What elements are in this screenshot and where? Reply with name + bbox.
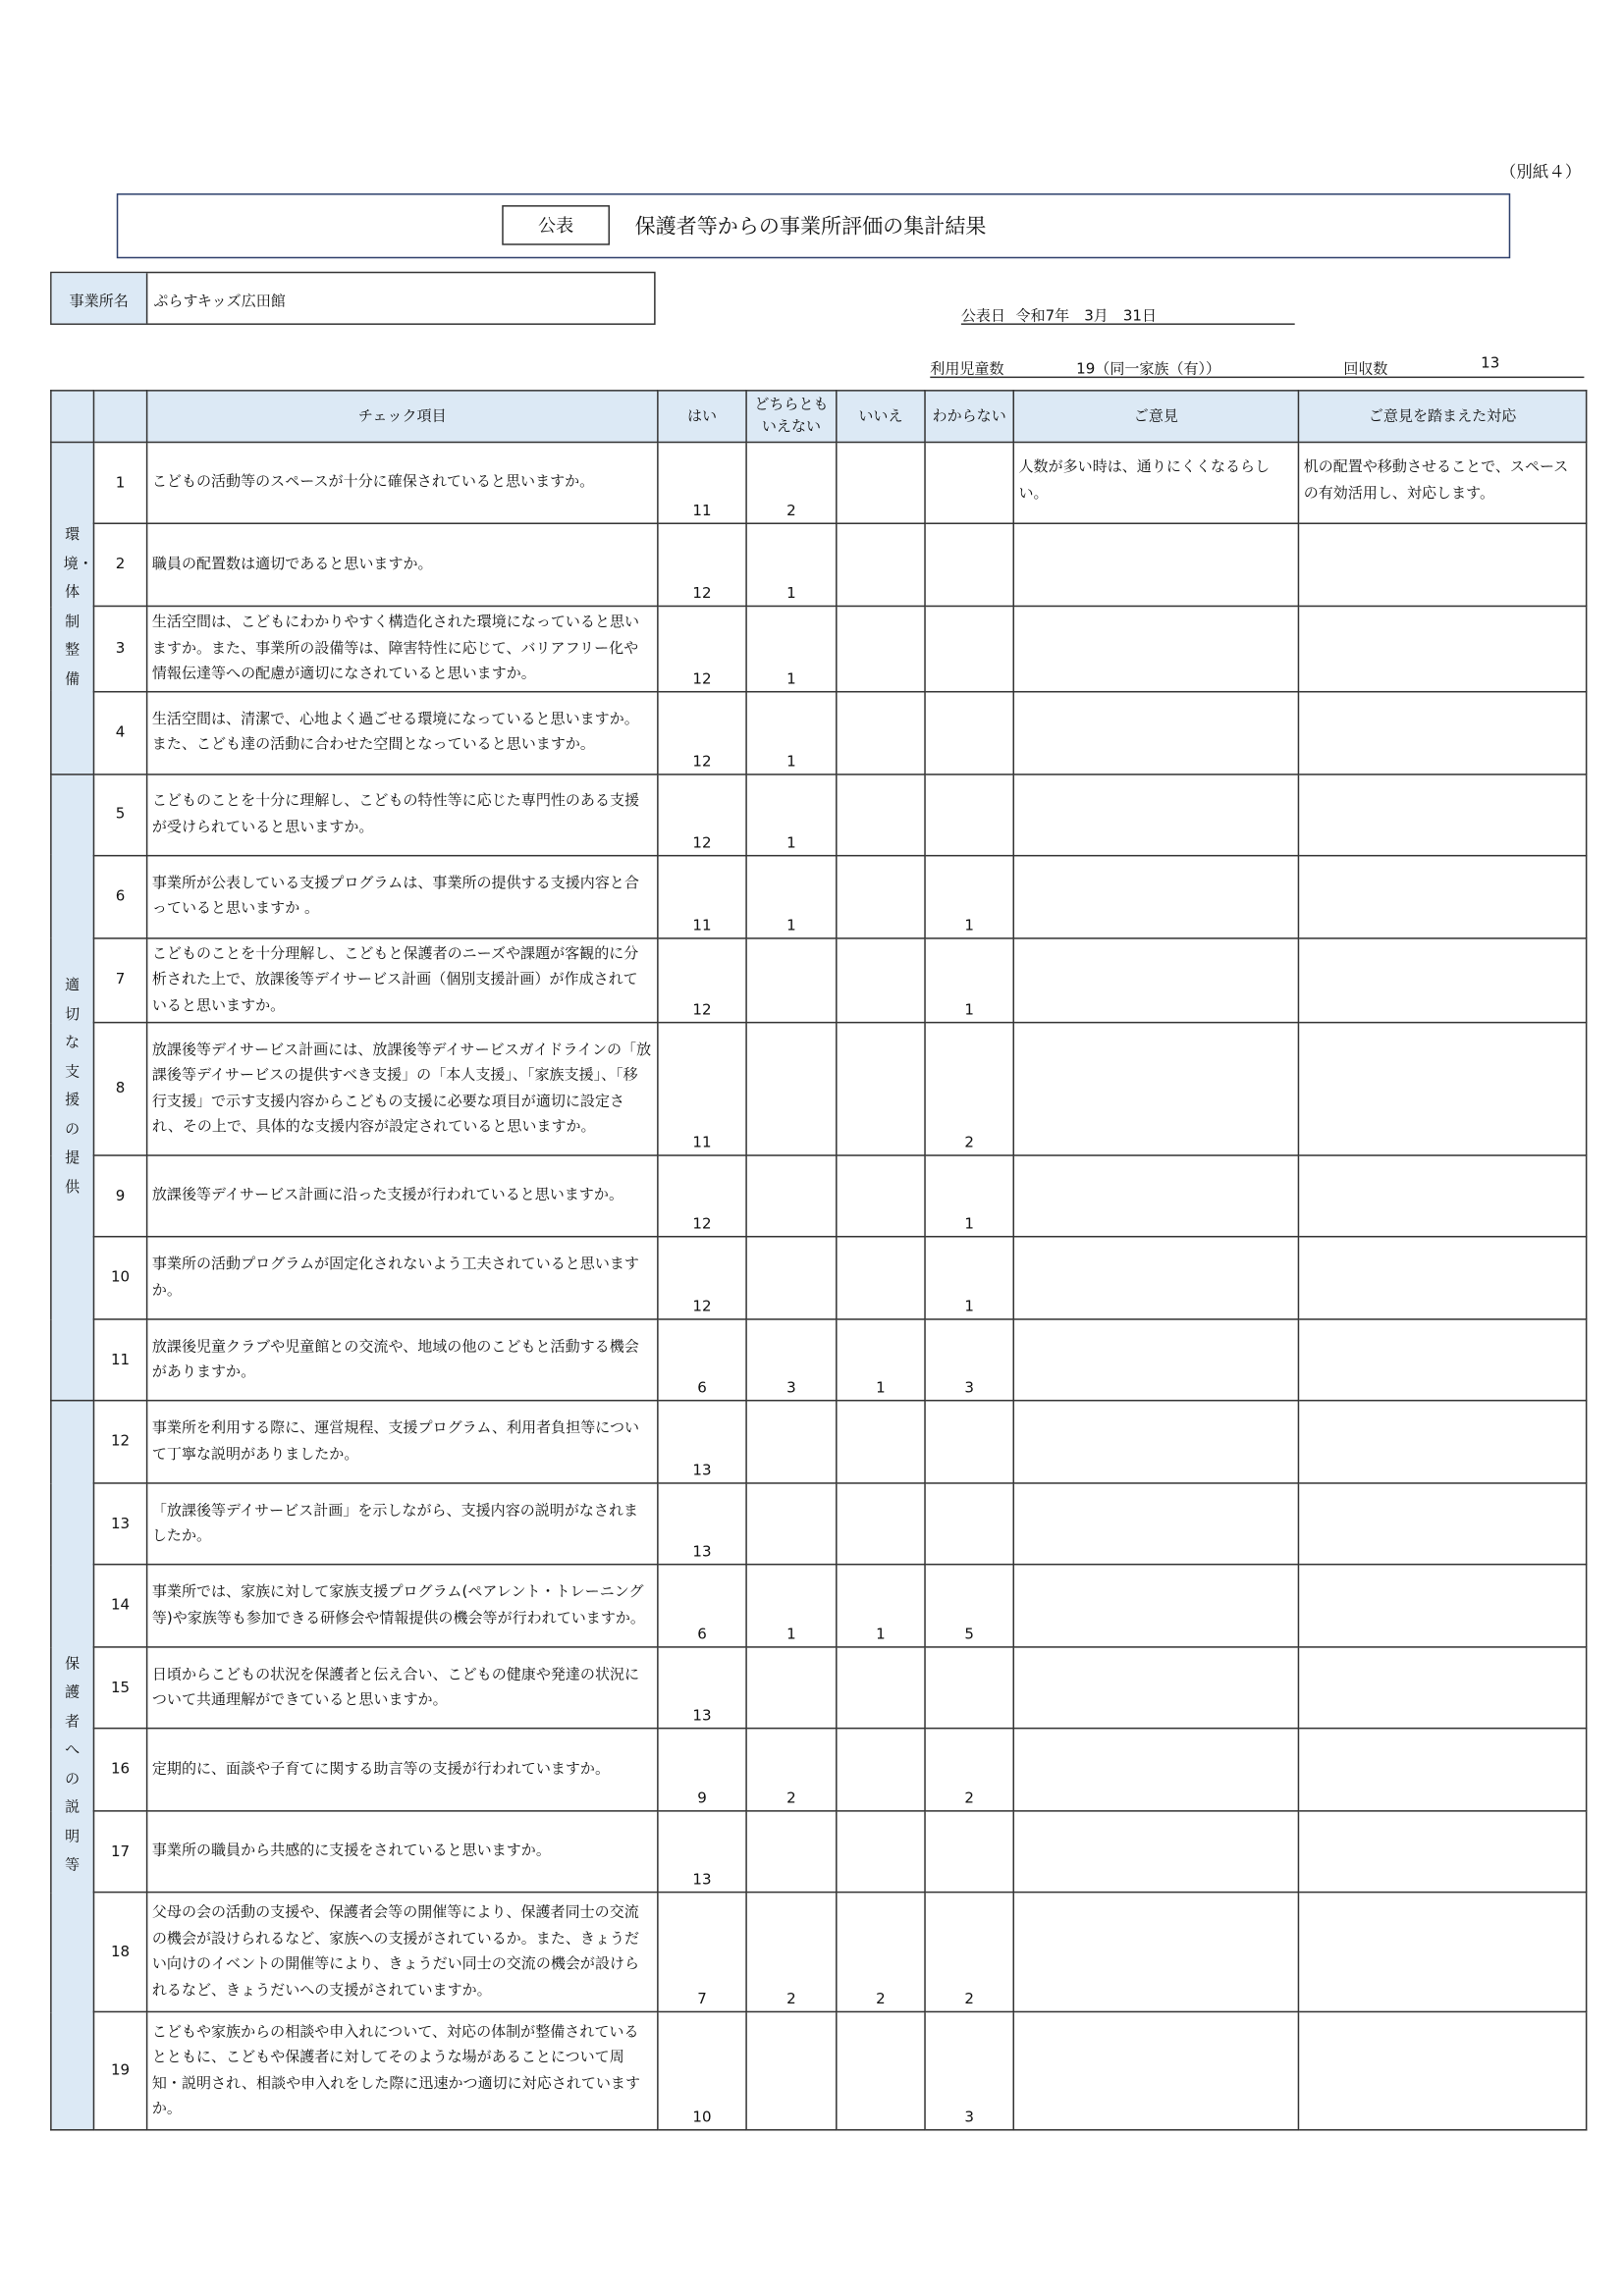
check-item: 職員の配置数は適切であると思いますか。 xyxy=(147,523,658,606)
table-row xyxy=(51,937,1587,1022)
answer-unknown xyxy=(925,774,1013,855)
table-row xyxy=(51,443,1587,524)
check-item: 事業所が公表している支援プログラムは、事業所の提供する支援内容と合っていると思いますか 。 xyxy=(147,855,658,937)
answer-neither xyxy=(746,1023,837,1155)
table-row xyxy=(51,1155,1587,1237)
check-item: 生活空間は、清潔で、心地よく過ごせる環境になっていると思いますか。また、こども達の活動に合わせた空間となっていると思いますか。 xyxy=(147,691,658,774)
table-row xyxy=(51,1811,1587,1893)
category-label xyxy=(51,443,94,774)
answer-yes: 12 xyxy=(658,1155,746,1237)
answer-neither xyxy=(746,1401,837,1483)
answer-yes: 12 xyxy=(658,691,746,774)
table-row xyxy=(51,1565,1587,1647)
table-row xyxy=(51,1729,1587,1811)
item-number: 13 xyxy=(93,1483,146,1565)
answer-yes: 6 xyxy=(658,1565,746,1647)
answer-no xyxy=(837,523,925,606)
answer-no xyxy=(837,1401,925,1483)
check-item: 放課後等デイサービス計画には、放課後等デイサービスガイドラインの「放課後等デイサービスの提供すべき支援」の「本人支援」、「家族支援」、「移行支援」で示す支援内容からこどもの支援に必要な項目が適切に設定され、その上で、具体的な支援内容が設定されていると思いますか。 xyxy=(147,1023,658,1155)
evaluation-table xyxy=(50,390,1587,2130)
answer-unknown: 5 xyxy=(925,1565,1013,1647)
answer-unknown: 1 xyxy=(925,1155,1013,1237)
answer-unknown xyxy=(925,1811,1013,1893)
response xyxy=(1298,691,1586,774)
answer-no xyxy=(837,1483,925,1565)
response xyxy=(1298,606,1586,690)
opinion xyxy=(1013,1155,1298,1237)
office-label: 事業所名 xyxy=(52,273,148,323)
answer-neither: 2 xyxy=(746,1729,837,1811)
check-item: 定期的に、面談や子育てに関する助言等の支援が行われていますか。 xyxy=(147,1729,658,1811)
answer-yes: 11 xyxy=(658,1023,746,1155)
answer-no: 1 xyxy=(837,1319,925,1401)
response xyxy=(1298,1893,1586,2012)
answer-neither: 1 xyxy=(746,855,837,937)
table-row xyxy=(51,2011,1587,2129)
answer-neither xyxy=(746,1647,837,1729)
item-number: 19 xyxy=(93,2011,146,2129)
check-item: 事業所では、家族に対して家族支援プログラム(ペアレント・トレーニング等)や家族等も参加できる研修会や情報提供の機会等が行われていますか。 xyxy=(147,1565,658,1647)
answer-neither: 1 xyxy=(746,523,837,606)
opinion xyxy=(1013,937,1298,1022)
response xyxy=(1298,937,1586,1022)
table-row xyxy=(51,1893,1587,2012)
opinion xyxy=(1013,855,1298,937)
answer-no xyxy=(837,1811,925,1893)
answer-unknown xyxy=(925,523,1013,606)
item-number: 12 xyxy=(93,1401,146,1483)
answer-no xyxy=(837,1155,925,1237)
check-item: 事業所を利用する際に、運営規程、支援プログラム、利用者負担等について丁寧な説明がありましたか。 xyxy=(147,1401,658,1483)
answer-yes: 13 xyxy=(658,1483,746,1565)
item-number: 3 xyxy=(93,606,146,690)
answer-no xyxy=(837,937,925,1022)
table-row xyxy=(51,1647,1587,1729)
item-number: 8 xyxy=(93,1023,146,1155)
answer-unknown xyxy=(925,606,1013,690)
attachment-note: （別紙４） xyxy=(1499,162,1582,183)
header-opinion: ご意見 xyxy=(1013,391,1298,443)
response xyxy=(1298,1237,1586,1319)
response xyxy=(1298,1647,1586,1729)
opinion xyxy=(1013,1401,1298,1483)
opinion xyxy=(1013,1893,1298,2012)
check-item: こどもの活動等のスペースが十分に確保されていると思いますか。 xyxy=(147,443,658,524)
table-row xyxy=(51,523,1587,606)
header-category xyxy=(51,391,94,443)
opinion xyxy=(1013,1565,1298,1647)
opinion xyxy=(1013,1023,1298,1155)
table-row xyxy=(51,1401,1587,1483)
answer-neither xyxy=(746,2011,837,2129)
answer-no xyxy=(837,443,925,524)
answer-unknown xyxy=(925,443,1013,524)
opinion xyxy=(1013,774,1298,855)
collected-label: 回収数 xyxy=(1343,361,1388,379)
opinion xyxy=(1013,1647,1298,1729)
table-row xyxy=(51,855,1587,937)
check-item: こどものことを十分に理解し、こどもの特性等に応じた専門性のある支援が受けられていると思いますか。 xyxy=(147,774,658,855)
answer-neither xyxy=(746,1811,837,1893)
item-number: 9 xyxy=(93,1155,146,1237)
answer-no: 1 xyxy=(837,1565,925,1647)
header-no: いいえ xyxy=(837,391,925,443)
answer-unknown xyxy=(925,1401,1013,1483)
check-item: 放課後児童クラブや児童館との交流や、地域の他のこどもと活動する機会がありますか。 xyxy=(147,1319,658,1401)
opinion: 人数が多い時は、通りにくくなるらしい。 xyxy=(1013,443,1298,524)
publish-date-underline xyxy=(961,323,1295,325)
answer-unknown: 2 xyxy=(925,1729,1013,1811)
item-number: 15 xyxy=(93,1647,146,1729)
item-number: 14 xyxy=(93,1565,146,1647)
answer-no: 2 xyxy=(837,1893,925,2012)
check-item: 事業所の職員から共感的に支援をされていると思いますか。 xyxy=(147,1811,658,1893)
answer-yes: 7 xyxy=(658,1893,746,2012)
answer-unknown: 1 xyxy=(925,937,1013,1022)
answer-neither: 1 xyxy=(746,1565,837,1647)
item-number: 6 xyxy=(93,855,146,937)
check-item: 事業所の活動プログラムが固定化されないよう工夫されていると思いますか。 xyxy=(147,1237,658,1319)
answer-neither: 2 xyxy=(746,443,837,524)
header-response: ご意見を踏まえた対応 xyxy=(1298,391,1586,443)
answer-unknown: 2 xyxy=(925,1893,1013,2012)
opinion xyxy=(1013,523,1298,606)
answer-yes: 10 xyxy=(658,2011,746,2129)
page-title: 保護者等からの事業所評価の集計結果 xyxy=(634,215,987,240)
category-text: 環境・体制整備 xyxy=(63,527,93,688)
opinion xyxy=(1013,1811,1298,1893)
table-row xyxy=(51,1319,1587,1401)
item-number: 18 xyxy=(93,1893,146,2012)
answer-yes: 11 xyxy=(658,855,746,937)
answer-yes: 12 xyxy=(658,937,746,1022)
item-number: 10 xyxy=(93,1237,146,1319)
answer-neither xyxy=(746,1483,837,1565)
response xyxy=(1298,855,1586,937)
answer-no xyxy=(837,606,925,690)
header-number xyxy=(93,391,146,443)
table-row xyxy=(51,606,1587,690)
response: 机の配置や移動させることで、スペースの有効活用し、対応します。 xyxy=(1298,443,1586,524)
item-number: 17 xyxy=(93,1811,146,1893)
answer-unknown: 1 xyxy=(925,855,1013,937)
answer-unknown xyxy=(925,1483,1013,1565)
answer-yes: 12 xyxy=(658,606,746,690)
publish-date-label: 公表日 xyxy=(960,308,1005,325)
answer-neither: 3 xyxy=(746,1319,837,1401)
item-number: 4 xyxy=(93,691,146,774)
table-row xyxy=(51,1483,1587,1565)
opinion xyxy=(1013,1319,1298,1401)
table-row xyxy=(51,691,1587,774)
response xyxy=(1298,1565,1586,1647)
item-number: 5 xyxy=(93,774,146,855)
category-label xyxy=(51,1401,94,2130)
table-row xyxy=(51,1023,1587,1155)
answer-neither: 1 xyxy=(746,774,837,855)
answer-yes: 13 xyxy=(658,1401,746,1483)
item-number: 11 xyxy=(93,1319,146,1401)
category-text: 保護者への説明等 xyxy=(65,1655,81,1874)
check-item: 日頃からこどもの状況を保護者と伝え合い、こどもの健康や発達の状況について共通理解ができていると思いますか。 xyxy=(147,1647,658,1729)
header-yes: はい xyxy=(658,391,746,443)
answer-yes: 9 xyxy=(658,1729,746,1811)
response xyxy=(1298,1401,1586,1483)
header-check-item: チェック項目 xyxy=(147,391,658,443)
answer-unknown xyxy=(925,1647,1013,1729)
answer-yes: 12 xyxy=(658,774,746,855)
answer-yes: 6 xyxy=(658,1319,746,1401)
answer-neither xyxy=(746,1237,837,1319)
answer-yes: 11 xyxy=(658,443,746,524)
children-count: 19（同一家族（有）） xyxy=(1076,361,1221,379)
answer-neither: 2 xyxy=(746,1893,837,2012)
category-text: 適切な支援の提供 xyxy=(65,978,81,1197)
response xyxy=(1298,1811,1586,1893)
children-count-label: 利用児童数 xyxy=(930,361,1004,379)
check-item: 生活空間は、こどもにわかりやすく構造化された環境になっていると思いますか。また、事業所の設備等は、障害特性に応じて、バリアフリー化や情報伝達等への配慮が適切になされていると思いますか。 xyxy=(147,606,658,690)
answer-no xyxy=(837,1729,925,1811)
check-item: 「放課後等デイサービス計画」を示しながら、支援内容の説明がなされましたか。 xyxy=(147,1483,658,1565)
opinion xyxy=(1013,691,1298,774)
answer-yes: 13 xyxy=(658,1647,746,1729)
check-item: こどものことを十分理解し、こどもと保護者のニーズや課題が客観的に分析された上で、放課後等デイサービス計画（個別支援計画）が作成されていると思いますか。 xyxy=(147,937,658,1022)
count-underline xyxy=(930,377,1584,379)
response xyxy=(1298,2011,1586,2129)
answer-unknown: 2 xyxy=(925,1023,1013,1155)
opinion xyxy=(1013,2011,1298,2129)
table-row xyxy=(51,1237,1587,1319)
item-number: 2 xyxy=(93,523,146,606)
answer-no xyxy=(837,855,925,937)
header-unknown: わからない xyxy=(925,391,1013,443)
response xyxy=(1298,1155,1586,1237)
answer-unknown: 1 xyxy=(925,1237,1013,1319)
answer-no xyxy=(837,1023,925,1155)
collected-count: 13 xyxy=(1481,355,1500,373)
response xyxy=(1298,1483,1586,1565)
item-number: 1 xyxy=(93,443,146,524)
answer-neither: 1 xyxy=(746,606,837,690)
answer-unknown: 3 xyxy=(925,1319,1013,1401)
answer-neither xyxy=(746,1155,837,1237)
response xyxy=(1298,1729,1586,1811)
item-number: 16 xyxy=(93,1729,146,1811)
table-row xyxy=(51,774,1587,855)
publish-tag: 公表 xyxy=(502,205,610,245)
item-number: 7 xyxy=(93,937,146,1022)
answer-no xyxy=(837,774,925,855)
response xyxy=(1298,523,1586,606)
answer-unknown: 3 xyxy=(925,2011,1013,2129)
answer-neither xyxy=(746,937,837,1022)
check-item: こどもや家族からの相談や申入れについて、対応の体制が整備されているとともに、こどもや保護者に対してそのような場があることについて周知・説明され、相談や申入れをした際に迅速かつ適切に対応されていますか。 xyxy=(147,2011,658,2129)
answer-yes: 12 xyxy=(658,1237,746,1319)
opinion xyxy=(1013,1729,1298,1811)
answer-no xyxy=(837,1647,925,1729)
office-name: ぷらすキッズ広田館 xyxy=(153,293,286,310)
answer-no xyxy=(837,2011,925,2129)
answer-yes: 13 xyxy=(658,1811,746,1893)
answer-no xyxy=(837,691,925,774)
opinion xyxy=(1013,606,1298,690)
answer-yes: 12 xyxy=(658,523,746,606)
publish-date: 令和7年 3月 31日 xyxy=(1015,308,1158,325)
answer-no xyxy=(837,1237,925,1319)
response xyxy=(1298,774,1586,855)
response xyxy=(1298,1023,1586,1155)
opinion xyxy=(1013,1483,1298,1565)
table-header-row xyxy=(51,391,1587,443)
header-neither: どちらとも いえない xyxy=(746,391,837,443)
check-item: 父母の会の活動の支援や、保護者会等の開催等により、保護者同士の交流の機会が設けられるなど、家族への支援がされているか。また、きょうだい向けのイベントの開催等により、きょうだい同士の交流の機会が設けられるなど、きょうだいへの支援がされていますか。 xyxy=(147,1893,658,2012)
answer-unknown xyxy=(925,691,1013,774)
answer-neither: 1 xyxy=(746,691,837,774)
check-item: 放課後等デイサービス計画に沿った支援が行われていると思いますか。 xyxy=(147,1155,658,1237)
category-label xyxy=(51,774,94,1401)
office-box xyxy=(50,272,655,325)
response xyxy=(1298,1319,1586,1401)
opinion xyxy=(1013,1237,1298,1319)
